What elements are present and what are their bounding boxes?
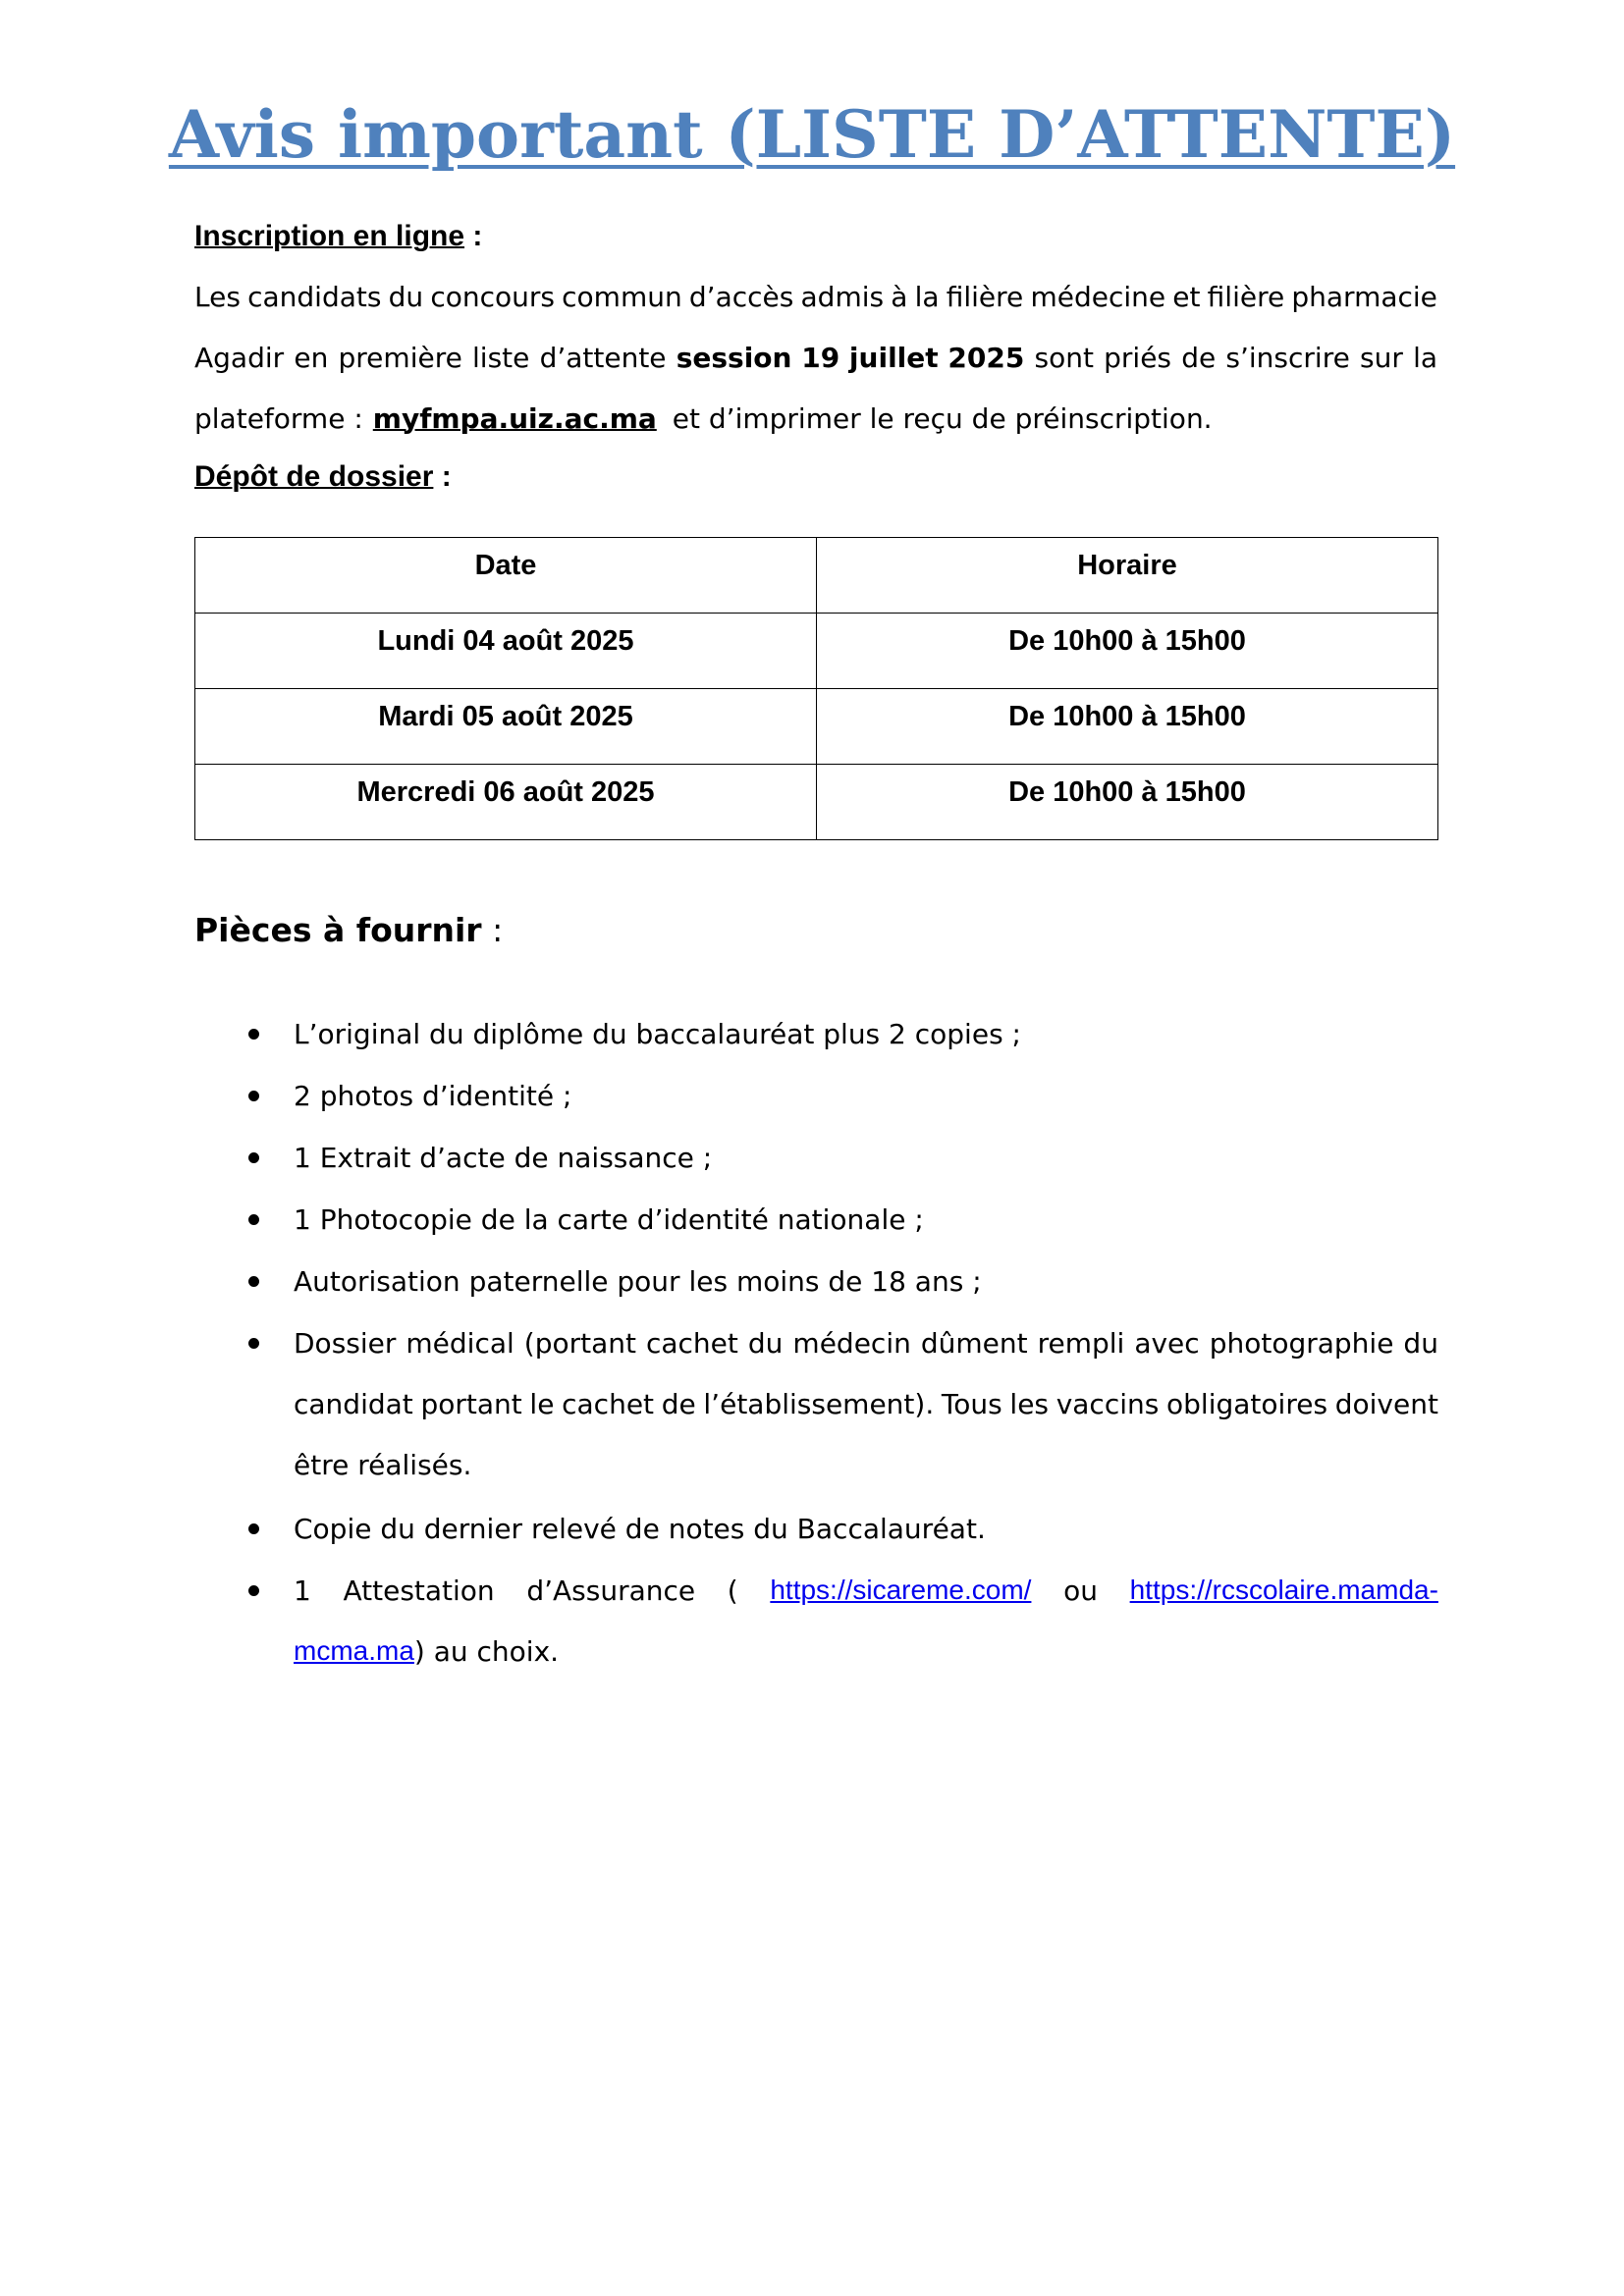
dossier-medical-word: cachet xyxy=(645,1326,738,1360)
dossier-medical-word: de xyxy=(661,1387,696,1420)
inscription-line-2 xyxy=(194,327,1437,388)
inscription-heading-text: Inscription en ligne xyxy=(194,220,465,252)
platform-prefix: plateforme : xyxy=(194,401,363,435)
attestation-word: ( xyxy=(727,1574,738,1607)
bullet-icon xyxy=(248,1152,259,1163)
dossier-medical-line-3: être réalisés. xyxy=(294,1448,472,1481)
attestation-word: d’Assurance xyxy=(526,1574,696,1607)
inscription-word: sur xyxy=(1360,341,1403,374)
inscription-word: candidats xyxy=(247,280,382,313)
attestation-rest: ) au choix. xyxy=(413,1634,560,1668)
inscription-word: d’accès xyxy=(688,280,794,313)
dossier-medical-word: dûment xyxy=(920,1326,1028,1360)
cell-horaire: De 10h00 à 15h00 xyxy=(817,614,1438,689)
rcscolaire-link-part2[interactable]: mcma.ma xyxy=(294,1635,414,1666)
session-date: session 19 juillet 2025 xyxy=(676,341,1025,374)
inscription-word: la xyxy=(1413,341,1437,374)
inscription-word: du xyxy=(388,280,424,313)
table-row xyxy=(195,765,1438,840)
pieces-heading-text: Pièces à fournir xyxy=(194,911,482,949)
inscription-word: et xyxy=(1172,280,1201,313)
cell-date: Lundi 04 août 2025 xyxy=(195,614,817,689)
depot-heading-suffix: : xyxy=(433,460,452,493)
dossier-medical-word: (portant xyxy=(523,1326,636,1360)
list-item-text: 1 Photocopie de la carte d’identité nationale ; xyxy=(294,1202,924,1236)
inscription-line-1 xyxy=(194,266,1437,327)
pieces-heading xyxy=(194,911,503,949)
list-item-text: Autorisation paternelle pour les moins de 18 ans ; xyxy=(294,1264,982,1298)
inscription-word: de xyxy=(1181,341,1217,374)
bullet-icon xyxy=(248,1276,259,1287)
dossier-medical-word: médical xyxy=(406,1326,514,1360)
inscription-heading-suffix: : xyxy=(464,220,483,252)
dossier-medical-word: Dossier xyxy=(294,1326,397,1360)
rcscolaire-link-part1[interactable]: https://rcscolaire.mamda- xyxy=(1129,1575,1438,1605)
dossier-medical-word: vaccins xyxy=(1056,1387,1160,1420)
cell-horaire: De 10h00 à 15h00 xyxy=(817,765,1438,840)
bullet-icon xyxy=(248,1585,259,1596)
inscription-heading xyxy=(194,220,482,253)
bullet-icon xyxy=(248,1214,259,1225)
inscription-word: commun xyxy=(562,280,682,313)
dossier-medical-word: l’établissement). xyxy=(703,1387,935,1420)
column-header-horaire: Horaire xyxy=(817,538,1438,614)
platform-suffix: et d’imprimer le reçu de préinscription. xyxy=(672,401,1213,435)
dossier-medical-word: Tous xyxy=(941,1387,1002,1420)
bullet-icon xyxy=(248,1091,259,1101)
list-item-text: 2 photos d’identité ; xyxy=(294,1079,572,1112)
dossier-medical-word: obligatoires xyxy=(1166,1387,1328,1420)
pieces-heading-suffix: : xyxy=(481,911,504,949)
cell-date: Mercredi 06 août 2025 xyxy=(195,765,817,840)
dossier-medical-word: photographie xyxy=(1209,1326,1394,1360)
depot-heading-text: Dépôt de dossier xyxy=(194,460,434,493)
sicareme-link[interactable]: https://sicareme.com/ xyxy=(770,1575,1032,1605)
dossier-medical-word: du xyxy=(747,1326,784,1360)
dossier-medical-word: médecin xyxy=(792,1326,911,1360)
dossier-medical-word: le xyxy=(529,1387,555,1420)
inscription-word: filière xyxy=(946,280,1024,313)
depot-heading xyxy=(194,460,452,494)
attestation-line-1 xyxy=(294,1560,1438,1621)
bullet-icon xyxy=(248,1338,259,1349)
list-item-text: 1 Extrait d’acte de naissance ; xyxy=(294,1141,713,1174)
inscription-word: priés xyxy=(1104,341,1172,374)
dossier-medical-word: candidat xyxy=(294,1387,413,1420)
column-header-date: Date xyxy=(195,538,817,614)
attestation-line-2 xyxy=(294,1621,1438,1682)
inscription-word: en xyxy=(294,341,329,374)
inscription-word: à xyxy=(891,280,908,313)
inscription-paragraph xyxy=(194,266,1437,449)
inscription-word: concours xyxy=(430,280,555,313)
cell-horaire: De 10h00 à 15h00 xyxy=(817,689,1438,765)
dossier-medical-word: les xyxy=(1009,1387,1050,1420)
platform-link[interactable]: myfmpa.uiz.ac.ma xyxy=(372,401,657,435)
inscription-word: d’attente xyxy=(539,341,667,374)
inscription-word: Les xyxy=(194,280,241,313)
inscription-word: admis xyxy=(800,280,885,313)
inscription-word: première xyxy=(338,341,462,374)
inscription-line-3 xyxy=(194,388,1437,449)
dossier-medical-word: rempli xyxy=(1037,1326,1125,1360)
attestation-or: ou xyxy=(1063,1574,1098,1607)
schedule-table xyxy=(194,537,1438,840)
bullet-icon xyxy=(248,1029,259,1040)
dossier-medical-line-2 xyxy=(294,1373,1438,1434)
dossier-medical-line-1 xyxy=(294,1312,1438,1373)
inscription-word: liste xyxy=(472,341,530,374)
list-item-text: L’original du diplôme du baccalauréat plus 2 copies ; xyxy=(294,1017,1021,1050)
dossier-medical-word: doivent xyxy=(1334,1387,1438,1420)
table-row xyxy=(195,614,1438,689)
list-item-text: Copie du dernier relevé de notes du Baccalauréat. xyxy=(294,1512,986,1545)
inscription-word: s’inscrire xyxy=(1225,341,1350,374)
inscription-word: sont xyxy=(1034,341,1094,374)
cell-date: Mardi 05 août 2025 xyxy=(195,689,817,765)
inscription-word: Agadir xyxy=(194,341,285,374)
dossier-medical-word: du xyxy=(1403,1326,1438,1360)
inscription-word: pharmacie xyxy=(1291,280,1437,313)
page-title: Avis important (LISTE D’ATTENTE) xyxy=(168,96,1456,173)
inscription-word: médecine xyxy=(1030,280,1166,313)
inscription-word: filière xyxy=(1207,280,1285,313)
table-row xyxy=(195,689,1438,765)
attestation-word: Attestation xyxy=(343,1574,495,1607)
dossier-medical-word: avec xyxy=(1134,1326,1200,1360)
dossier-medical-word: cachet xyxy=(562,1387,655,1420)
table-header-row xyxy=(195,538,1438,614)
inscription-word: la xyxy=(914,280,940,313)
dossier-medical-word: portant xyxy=(420,1387,522,1420)
attestation-word: 1 xyxy=(294,1574,311,1607)
bullet-icon xyxy=(248,1523,259,1534)
